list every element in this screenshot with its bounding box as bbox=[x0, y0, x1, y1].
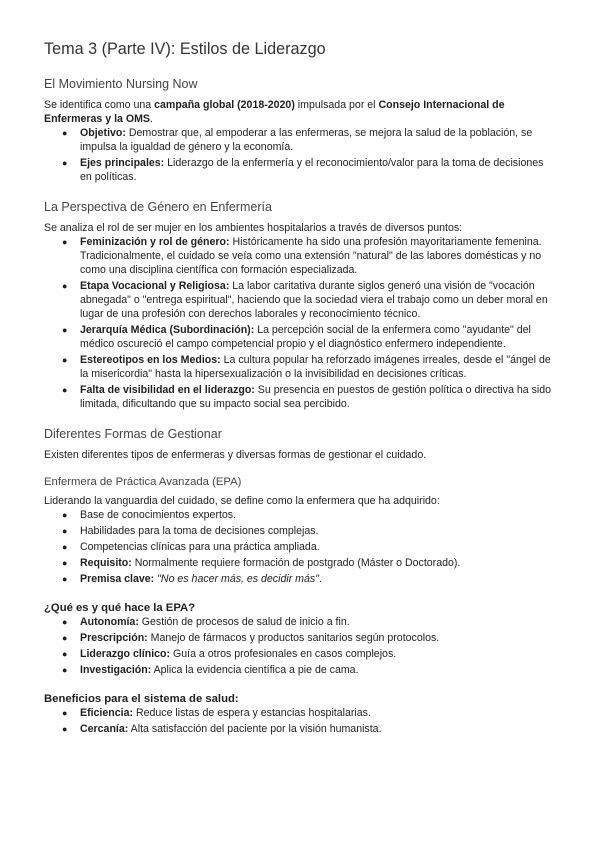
bullet-icon: ● bbox=[62, 385, 68, 395]
bullet-icon: ● bbox=[62, 665, 68, 675]
bullet-icon: ● bbox=[62, 724, 68, 734]
bullet-icon: ● bbox=[62, 158, 68, 168]
bullet-icon: ● bbox=[62, 281, 68, 291]
list-item: ● Prescripción: Manejo de fármacos y productos sanitarios según protocolos. bbox=[62, 632, 440, 644]
list-item: ● Objetivo: Demostrar que, al empoderar a las enfermeras, se mejora la salud de la población, se impulsa la igualdad de género y la economía. bbox=[62, 127, 533, 153]
bullet-icon: ● bbox=[62, 542, 68, 552]
section-heading-nursing-now: El Movimiento Nursing Now bbox=[44, 77, 198, 91]
list-item: ● Jerarquía Médica (Subordinación): La percepción social de la enfermera como "ayudante" del médico oscureció el campo competencial propio y el diagnóstico enfermero independiente. bbox=[62, 324, 531, 350]
bullet-icon: ● bbox=[62, 708, 68, 718]
epa-intro: Liderando la vanguardia del cuidado, se define como la enfermera que ha adquirido: bbox=[44, 495, 440, 507]
bullet-icon: ● bbox=[62, 649, 68, 659]
intro-bold-council: Consejo Internacional de Enfermeras y la OMS bbox=[44, 99, 505, 125]
section-heading-gender: La Perspectiva de Género en Enfermería bbox=[44, 200, 272, 214]
bullet-icon: ● bbox=[62, 633, 68, 643]
list-item: ● Cercanía: Alta satisfacción del paciente por la visión humanista. bbox=[62, 723, 382, 735]
management-intro: Existen diferentes tipos de enfermeras y diversas formas de gestionar el cuidado. bbox=[44, 449, 427, 461]
list-item: ● Liderazgo clínico: Guía a otros profesionales en casos complejos. bbox=[62, 648, 397, 660]
list-item: ● Falta de visibilidad en el liderazgo: Su presencia en puestos de gestión política o directiva ha sido limitada, dificultando que su impacto social sea percibido. bbox=[62, 384, 552, 410]
list-item: ● Competencias clínicas para una práctica ampliada. bbox=[62, 541, 320, 553]
list-item: ● Requisito: Normalmente requiere formación de postgrado (Máster o Doctorado). bbox=[62, 557, 461, 569]
bullet-icon: ● bbox=[62, 128, 68, 138]
list-item: ● Eficiencia: Reduce listas de espera y estancias hospitalarias. bbox=[62, 707, 371, 719]
list-item: ● Etapa Vocacional y Religiosa: La labor caritativa durante siglos generó una visión de "vocación abnegada" o "entrega espiritual", haciendo que la sociedad viera el trabajo como un deber moral en lugar de una profesión con derechos laborales y reconocimiento técnico. bbox=[62, 280, 548, 320]
page-title: Tema 3 (Parte IV): Estilos de Liderazgo bbox=[44, 40, 326, 58]
nursing-now-list bbox=[44, 126, 556, 184]
section-heading-what-is-epa: ¿Qué es y qué hace la EPA? bbox=[44, 602, 196, 614]
section-heading-management: Diferentes Formas de Gestionar bbox=[44, 427, 222, 441]
bullet-icon: ● bbox=[62, 355, 68, 365]
bullet-icon: ● bbox=[62, 510, 68, 520]
bullet-icon: ● bbox=[62, 617, 68, 627]
bullet-icon: ● bbox=[62, 237, 68, 247]
gender-list bbox=[44, 235, 556, 411]
list-item: ● Base de conocimientos expertos. bbox=[62, 509, 237, 521]
intro-text: impulsada por el bbox=[294, 99, 379, 111]
intro-bold-campaign: campaña global (2018-2020) bbox=[154, 99, 295, 111]
list-item: ● Autonomía: Gestión de procesos de salud de inicio a fin. bbox=[62, 616, 350, 628]
nursing-now-intro bbox=[44, 98, 556, 126]
bullet-icon: ● bbox=[62, 558, 68, 568]
bullet-icon: ● bbox=[62, 325, 68, 335]
list-item-premise: ● Premisa clave: "No es hacer más, es decidir más". bbox=[62, 573, 322, 585]
list-item: ● Estereotipos en los Medios: La cultura popular ha reforzado imágenes irreales, desde el "ángel de la misericordia" hasta la hipersexualización o la invisibilidad en decisiones críticas. bbox=[62, 354, 551, 380]
list-item: ● Feminización y rol de género: Históricamente ha sido una profesión mayoritariamente femenina. Tradicionalmente, el cuidado se veía como una extensión "natural" de las labores domésticas y no como una disciplina científica con formación especializada. bbox=[62, 236, 542, 276]
list-item: ● Ejes principales: Liderazgo de la enfermería y el reconocimiento/valor para la toma de decisiones en políticas. bbox=[62, 157, 544, 183]
benefits-list bbox=[44, 706, 556, 736]
list-item: ● Investigación: Aplica la evidencia científica a pie de cama. bbox=[62, 664, 359, 676]
bullet-icon: ● bbox=[62, 526, 68, 536]
section-heading-epa: Enfermera de Práctica Avanzada (EPA) bbox=[44, 476, 242, 488]
epa-list bbox=[44, 508, 556, 586]
intro-text: Se identifica como una bbox=[44, 99, 155, 111]
intro-text: . bbox=[149, 113, 153, 125]
what-is-epa-list bbox=[44, 615, 556, 677]
bullet-icon: ● bbox=[62, 574, 68, 584]
gender-intro: Se analiza el rol de ser mujer en los ambientes hospitalarios a través de diversos puntos: bbox=[44, 222, 463, 234]
list-item: ● Habilidades para la toma de decisiones complejas. bbox=[62, 525, 319, 537]
section-heading-benefits: Beneficios para el sistema de salud: bbox=[44, 693, 239, 705]
